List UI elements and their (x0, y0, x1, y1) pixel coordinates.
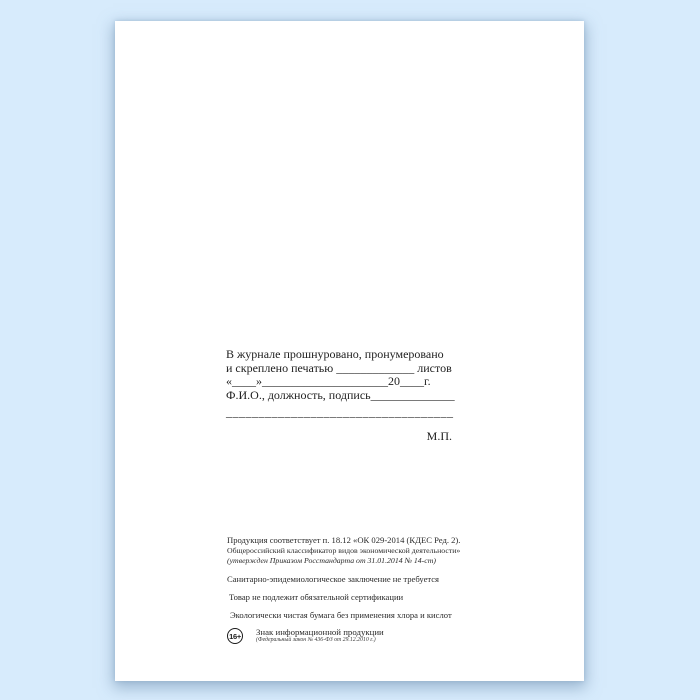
eco-paper-note: Экологически чистая бумага без применения хлора и кислот (230, 610, 452, 620)
compliance-note (227, 535, 460, 566)
compliance-note-line: Продукция соответствует п. 18.12 «ОК 029-2014 (КДЕС Ред. 2). (227, 535, 461, 545)
binding-statement-signature-line: Ф.И.О., должность, подпись______________ (226, 388, 455, 402)
information-sign-law-reference: (Федеральный закон № 436-ФЗ от 29.12.2010 г.) (256, 637, 376, 643)
compliance-note-decree-line: (утвержден Приказом Росстандарта от 31.01.2014 № 14-ст) (227, 556, 436, 565)
age-rating-16plus-icon (227, 628, 243, 644)
information-product-sign (227, 627, 384, 644)
binding-statement-date-line: «____»_____________________20____г. (226, 374, 431, 388)
stamp-place-label: М.П. (426, 429, 452, 443)
information-sign-title: Знак информационной продукции (256, 627, 384, 637)
sanitary-note: Санитарно-эпидемиологическое заключение не требуется (227, 574, 440, 584)
binding-seal-statement (226, 348, 456, 444)
binding-statement-line: В журнале прошнуровано, пронумеровано (226, 347, 444, 361)
signature-rule-line: ___________________________________ (226, 404, 454, 419)
document-page (115, 21, 584, 681)
age-rating-label: 16+ (229, 631, 241, 641)
compliance-note-line: Общероссийский классификатор видов экономической деятельности» (227, 546, 461, 555)
certification-note: Товар не подлежит обязательной сертификации (229, 592, 404, 602)
binding-statement-line: и скреплено печатью _____________ листов (226, 360, 452, 375)
information-sign-text (256, 627, 384, 644)
